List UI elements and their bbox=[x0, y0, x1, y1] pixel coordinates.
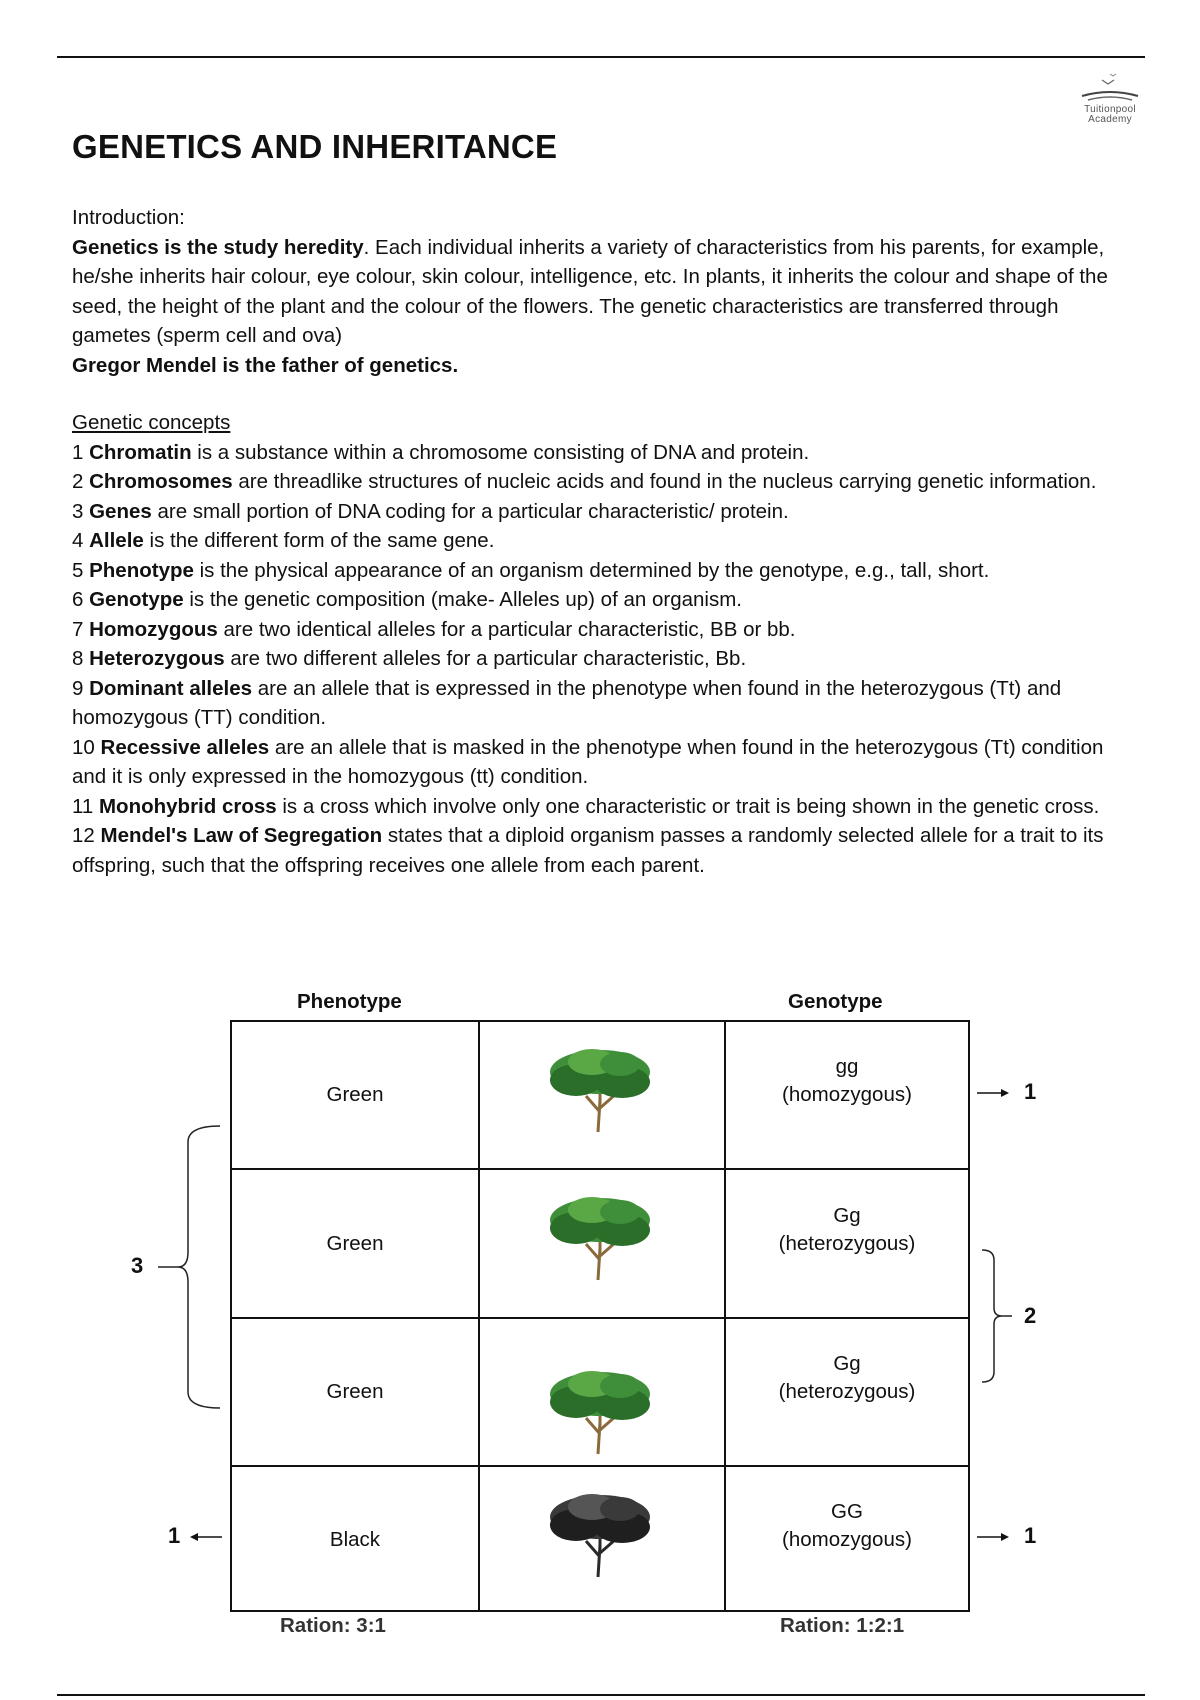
intro-heading: Introduction: bbox=[72, 206, 185, 229]
concept-number: 2 bbox=[72, 470, 84, 493]
right-bottom-count: 1 bbox=[1024, 1523, 1037, 1548]
concept-item bbox=[72, 792, 1132, 822]
concept-number: 10 bbox=[72, 735, 95, 759]
concept-number: 8 bbox=[72, 647, 84, 670]
logo-name: Tuitionpool bbox=[1084, 104, 1136, 115]
concept-item bbox=[72, 497, 1132, 527]
concept-item bbox=[72, 644, 1132, 674]
tree-image bbox=[540, 1487, 660, 1584]
concept-definition: are small portion of DNA coding for a particular characteristic/ protein. bbox=[151, 499, 789, 523]
tree-image bbox=[540, 1042, 660, 1139]
concept-term: Heterozygous bbox=[89, 647, 225, 670]
concept-term: Recessive alleles bbox=[100, 735, 270, 759]
concept-term: Monohybrid cross bbox=[98, 794, 277, 818]
genotype-cell bbox=[726, 1202, 968, 1258]
genotype-zygosity: (heterozygous) bbox=[778, 1380, 916, 1403]
right-top-count: 1 bbox=[1024, 1079, 1037, 1104]
intro-closing: Gregor Mendel is the father of genetics. bbox=[72, 353, 459, 377]
page-title: GENETICS AND INHERITANCE bbox=[72, 128, 558, 165]
phenotype-ratio: Ration: 3:1 bbox=[280, 1614, 386, 1637]
document-body bbox=[72, 203, 1132, 880]
concept-item bbox=[72, 733, 1132, 792]
concepts-heading: Genetic concepts bbox=[72, 411, 231, 434]
concept-definition: are an allele that is expressed in the phenotype when found in the heterozygous (Tt) and homozygous (TT) condition. bbox=[72, 676, 1062, 729]
genotype-zygosity: (homozygous) bbox=[782, 1083, 912, 1106]
concept-definition: is the different form of the same gene. bbox=[143, 529, 495, 552]
concepts-list bbox=[72, 438, 1132, 881]
concept-term: Homozygous bbox=[89, 617, 218, 641]
concept-item bbox=[72, 821, 1132, 880]
genotype-cell bbox=[726, 1053, 968, 1109]
tree-image bbox=[540, 1190, 660, 1287]
concept-definition: is a substance within a chromosome consisting of DNA and protein. bbox=[191, 440, 810, 464]
concept-term: Chromosomes bbox=[89, 470, 233, 493]
concept-term: Dominant alleles bbox=[89, 676, 253, 700]
concept-item bbox=[72, 556, 1132, 586]
concept-number: 7 bbox=[72, 617, 84, 641]
phenotype-cell: Green bbox=[326, 1083, 384, 1106]
concept-number: 9 bbox=[72, 676, 84, 700]
right-group-bracket bbox=[978, 1246, 1018, 1386]
top-rule bbox=[57, 56, 1145, 58]
concept-term: Chromatin bbox=[89, 440, 192, 464]
phenotype-cell: Black bbox=[329, 1527, 381, 1551]
concept-item bbox=[72, 438, 1132, 468]
genotype-alleles: gg bbox=[835, 1055, 859, 1078]
logo-subtitle: Academy bbox=[1088, 114, 1132, 125]
intro-paragraph bbox=[72, 233, 1132, 351]
concept-item bbox=[72, 467, 1132, 497]
concept-definition: is the genetic composition (make- Alleles up) of an organism. bbox=[183, 588, 742, 611]
genotype-header: Genotype bbox=[788, 990, 883, 1013]
academy-logo bbox=[1060, 70, 1160, 130]
left-group-count: 3 bbox=[131, 1253, 144, 1278]
concept-item bbox=[72, 615, 1132, 645]
concept-definition: states that a diploid organism passes a randomly selected allele for a trait to its offspring, such that the offspring receives one allele from each parent. bbox=[72, 824, 1104, 877]
concept-number: 12 bbox=[72, 824, 95, 847]
right-arrow-bottom-icon bbox=[975, 1529, 1011, 1545]
concept-number: 11 bbox=[72, 794, 94, 818]
concept-definition: are threadlike structures of nucleic acids and found in the nucleus carrying genetic information. bbox=[232, 470, 1097, 493]
genotype-alleles: Gg bbox=[833, 1203, 861, 1227]
concept-definition: is a cross which involve only one characteristic or trait is being shown in the genetic cross. bbox=[276, 794, 1100, 818]
genotype-ratio: Ration: 1:2:1 bbox=[780, 1614, 905, 1637]
concept-definition: are two different alleles for a particular characteristic, Bb. bbox=[224, 647, 747, 670]
right-group-count: 2 bbox=[1024, 1303, 1037, 1328]
concept-item bbox=[72, 674, 1132, 733]
genotype-cell bbox=[726, 1350, 968, 1406]
genotype-cell bbox=[726, 1498, 968, 1554]
tree-image bbox=[540, 1364, 660, 1461]
genotype-zygosity: (homozygous) bbox=[782, 1527, 912, 1551]
genotype-alleles: GG bbox=[831, 1499, 863, 1523]
left-single-count: 1 bbox=[168, 1523, 181, 1548]
left-group-bracket bbox=[150, 1122, 230, 1412]
bottom-rule bbox=[57, 1694, 1145, 1696]
concept-number: 6 bbox=[72, 588, 84, 611]
left-arrow-icon bbox=[188, 1529, 224, 1545]
concept-definition: are an allele that is masked in the phenotype when found in the heterozygous (Tt) condition and it is only expressed in the homozygous (tt) condition. bbox=[72, 735, 1104, 788]
concept-number: 1 bbox=[72, 440, 84, 464]
concept-number: 4 bbox=[72, 529, 84, 552]
intro-bold-lead: Genetics is the study heredity bbox=[72, 235, 364, 259]
genotype-alleles: Gg bbox=[833, 1352, 861, 1375]
logo-swoosh-icon bbox=[1078, 70, 1142, 104]
concept-definition: are two identical alleles for a particular characteristic, BB or bb. bbox=[217, 617, 796, 641]
concept-number: 3 bbox=[72, 499, 84, 523]
inheritance-table bbox=[230, 1020, 970, 1612]
phenotype-cell: Green bbox=[326, 1380, 384, 1403]
concept-definition: is the physical appearance of an organism determined by the genotype, e.g., tall, short. bbox=[193, 558, 990, 582]
concept-term: Mendel's Law of Segregation bbox=[100, 824, 383, 847]
concept-item bbox=[72, 526, 1132, 556]
phenotype-cell: Green bbox=[326, 1231, 384, 1255]
concept-term: Genotype bbox=[89, 588, 184, 611]
concept-number: 5 bbox=[72, 558, 84, 582]
phenotype-header: Phenotype bbox=[297, 990, 402, 1013]
right-arrow-top-icon bbox=[975, 1085, 1011, 1101]
intro-text: . Each individual inherits a variety of characteristics from his parents, for example, he/she inherits hair colour, eye colour, skin colour, intelligence, etc. In plants, it inherits the colour and shape of the seed, the height of the plant and the colour of the flowers. The genetic characteristics are transferred through gametes (sperm cell and ova) bbox=[72, 235, 1108, 347]
concept-term: Genes bbox=[89, 499, 152, 523]
concept-term: Allele bbox=[89, 529, 144, 552]
genotype-zygosity: (heterozygous) bbox=[778, 1231, 916, 1255]
concept-item bbox=[72, 585, 1132, 615]
concept-term: Phenotype bbox=[89, 558, 194, 582]
